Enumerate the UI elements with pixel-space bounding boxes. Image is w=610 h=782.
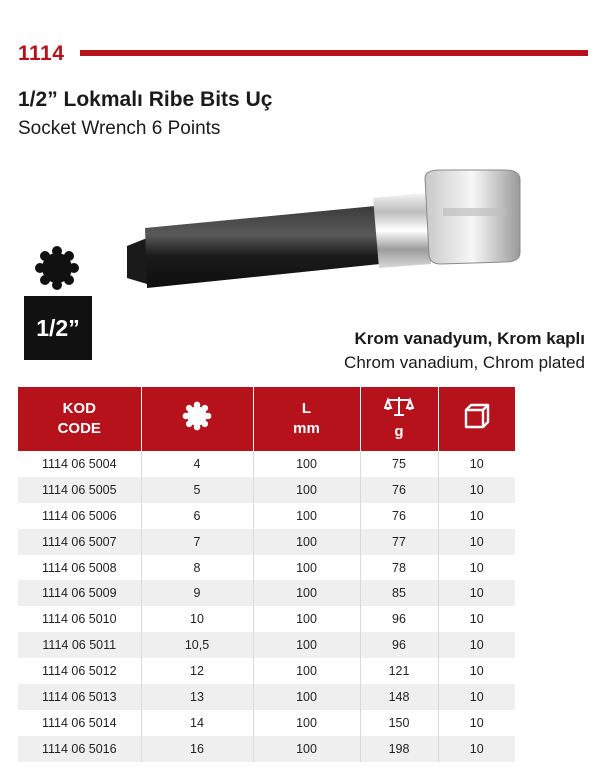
drive-size-badge: 1/2” bbox=[24, 296, 92, 360]
cell-code: 1114 06 5009 bbox=[18, 580, 141, 606]
cell-size: 13 bbox=[141, 684, 253, 710]
cell-size: 4 bbox=[141, 451, 253, 477]
product-title-tr: 1/2” Lokmalı Ribe Bits Uç bbox=[18, 88, 273, 111]
product-title-en: Socket Wrench 6 Points bbox=[18, 118, 221, 139]
cell-qty: 10 bbox=[438, 606, 515, 632]
cell-length: 100 bbox=[253, 580, 360, 606]
cell-length: 100 bbox=[253, 658, 360, 684]
product-code: 1114 bbox=[18, 42, 65, 65]
col-length-header: L mm bbox=[253, 387, 360, 451]
cell-weight: 85 bbox=[360, 580, 438, 606]
cell-qty: 10 bbox=[438, 710, 515, 736]
table-row bbox=[18, 477, 515, 503]
col-weight-header: g bbox=[360, 387, 438, 451]
cell-qty: 10 bbox=[438, 632, 515, 658]
cell-length: 100 bbox=[253, 451, 360, 477]
cell-length: 100 bbox=[253, 736, 360, 762]
cell-weight: 76 bbox=[360, 477, 438, 503]
cell-code: 1114 06 5016 bbox=[18, 736, 141, 762]
cell-length: 100 bbox=[253, 503, 360, 529]
cell-qty: 10 bbox=[438, 736, 515, 762]
table-row bbox=[18, 658, 515, 684]
ribe-profile-icon bbox=[34, 245, 80, 291]
cell-code: 1114 06 5010 bbox=[18, 606, 141, 632]
col-size-header bbox=[141, 387, 253, 451]
table-row bbox=[18, 632, 515, 658]
cell-qty: 10 bbox=[438, 529, 515, 555]
cell-qty: 10 bbox=[438, 451, 515, 477]
table-row bbox=[18, 606, 515, 632]
cell-qty: 10 bbox=[438, 503, 515, 529]
cell-code: 1114 06 5013 bbox=[18, 684, 141, 710]
cell-qty: 10 bbox=[438, 658, 515, 684]
cell-size: 6 bbox=[141, 503, 253, 529]
material-en: Chrom vanadium, Chrom plated bbox=[344, 353, 585, 372]
cell-size: 10 bbox=[141, 606, 253, 632]
cell-weight: 77 bbox=[360, 529, 438, 555]
cell-size: 16 bbox=[141, 736, 253, 762]
material-tr: Krom vanadyum, Krom kaplı bbox=[354, 329, 585, 348]
cell-code: 1114 06 5007 bbox=[18, 529, 141, 555]
table-row bbox=[18, 684, 515, 710]
spec-table bbox=[18, 387, 515, 762]
cell-length: 100 bbox=[253, 529, 360, 555]
cell-weight: 150 bbox=[360, 710, 438, 736]
cell-code: 1114 06 5012 bbox=[18, 658, 141, 684]
cell-size: 12 bbox=[141, 658, 253, 684]
cell-length: 100 bbox=[253, 555, 360, 581]
cell-length: 100 bbox=[253, 684, 360, 710]
table-row bbox=[18, 451, 515, 477]
cell-length: 100 bbox=[253, 477, 360, 503]
cell-size: 8 bbox=[141, 555, 253, 581]
cell-weight: 76 bbox=[360, 503, 438, 529]
cell-code: 1114 06 5011 bbox=[18, 632, 141, 658]
cell-weight: 121 bbox=[360, 658, 438, 684]
cell-length: 100 bbox=[253, 632, 360, 658]
scale-icon bbox=[384, 396, 414, 416]
cell-weight: 148 bbox=[360, 684, 438, 710]
cell-qty: 10 bbox=[438, 580, 515, 606]
cell-code: 1114 06 5006 bbox=[18, 503, 141, 529]
cell-weight: 96 bbox=[360, 606, 438, 632]
cell-qty: 10 bbox=[438, 684, 515, 710]
cell-weight: 96 bbox=[360, 632, 438, 658]
cell-code: 1114 06 5005 bbox=[18, 477, 141, 503]
cell-weight: 198 bbox=[360, 736, 438, 762]
cell-length: 100 bbox=[253, 606, 360, 632]
cell-qty: 10 bbox=[438, 555, 515, 581]
table-row bbox=[18, 710, 515, 736]
cell-weight: 75 bbox=[360, 451, 438, 477]
header-rule bbox=[80, 50, 588, 56]
cell-qty: 10 bbox=[438, 477, 515, 503]
table-row bbox=[18, 529, 515, 555]
cell-size: 10,5 bbox=[141, 632, 253, 658]
cell-size: 14 bbox=[141, 710, 253, 736]
cell-weight: 78 bbox=[360, 555, 438, 581]
box-icon bbox=[464, 403, 490, 429]
cell-size: 5 bbox=[141, 477, 253, 503]
table-header-row bbox=[18, 387, 515, 451]
table-row bbox=[18, 736, 515, 762]
cell-code: 1114 06 5008 bbox=[18, 555, 141, 581]
cell-code: 1114 06 5014 bbox=[18, 710, 141, 736]
cell-size: 7 bbox=[141, 529, 253, 555]
table-row bbox=[18, 580, 515, 606]
col-qty-header bbox=[438, 387, 515, 451]
col-code-header: KOD CODE bbox=[18, 387, 141, 451]
socket-bit-image bbox=[125, 168, 545, 298]
table-row bbox=[18, 503, 515, 529]
cell-code: 1114 06 5004 bbox=[18, 451, 141, 477]
table-row bbox=[18, 555, 515, 581]
cell-size: 9 bbox=[141, 580, 253, 606]
cell-length: 100 bbox=[253, 710, 360, 736]
ribe-profile-icon bbox=[182, 401, 212, 431]
